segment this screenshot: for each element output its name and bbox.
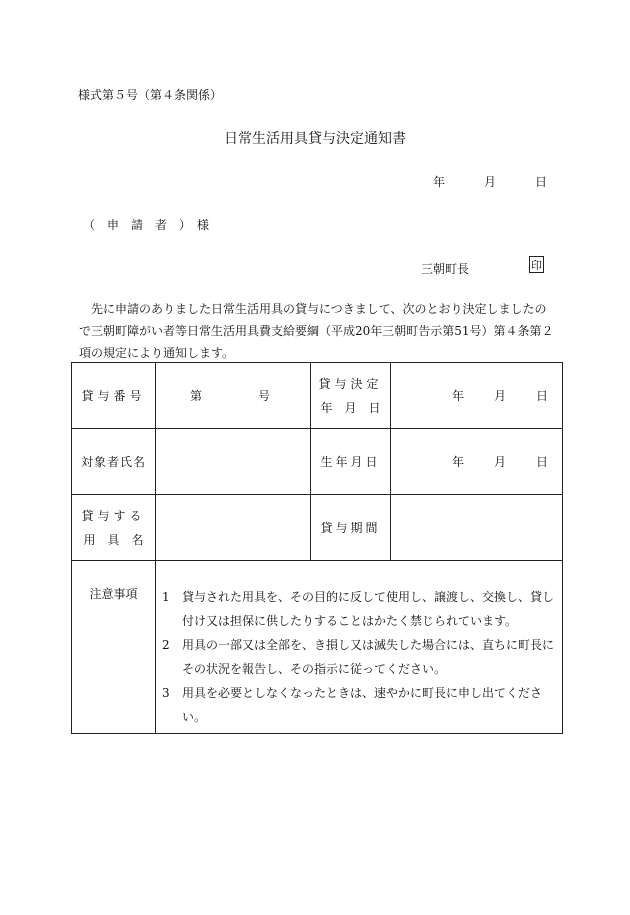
table-row: [72, 363, 563, 429]
birth-date-cell: [391, 429, 563, 495]
birth-year: 年: [451, 455, 464, 469]
loan-period-label: 貸与期間: [311, 495, 391, 561]
equipment-name-cell: [156, 495, 311, 561]
equipment-label-line2: 用 具 名: [83, 532, 144, 547]
note-item: [162, 633, 556, 681]
table-row: [72, 429, 563, 495]
notes-cell: [156, 561, 563, 734]
table-row: [72, 561, 563, 734]
note-text: 用具の一部又は全部を、き損し又は滅失した場合には、直ちに町長にその状況を報告し、その指示に従ってください。: [182, 638, 555, 676]
birth-date-label: 生年月日: [311, 429, 391, 495]
note-number: 2: [162, 638, 170, 652]
date-year: 年: [433, 175, 446, 189]
birth-day: 日: [535, 455, 548, 469]
applicant-label: （ 申 請 者 ） 様: [83, 218, 210, 232]
loan-number-suffix: 号: [257, 389, 270, 403]
form-number: 様式第５号（第４条関係）: [78, 88, 223, 102]
notes-label: 注意事項: [72, 561, 156, 734]
recipient-name-label: 対象者氏名: [72, 429, 156, 495]
note-number: 3: [162, 686, 170, 700]
decision-date-label-line1: 貸与決定: [318, 376, 383, 391]
date-day: 日: [535, 175, 548, 189]
note-number: 1: [162, 590, 170, 604]
loan-details-table: [71, 362, 563, 734]
note-text: 貸与された用具を、その目的に反して使用し、譲渡し、交換し、貸し付け又は担保に供したりすることはかたく禁じられています。: [182, 590, 555, 628]
loan-number-cell: [156, 363, 311, 429]
decision-day: 日: [535, 389, 548, 403]
table-row: [72, 495, 563, 561]
equipment-label-line1: 貸与する: [81, 508, 146, 523]
decision-date-cell: [391, 363, 563, 429]
loan-number-prefix: 第: [190, 389, 203, 403]
notice-body: [79, 298, 555, 364]
seal-stamp: 印: [529, 256, 544, 273]
decision-date-label-line2: 年 月 日: [320, 400, 381, 415]
decision-year: 年: [451, 389, 464, 403]
note-text: 用具を必要としなくなったときは、速やかに町長に申し出てください。: [182, 686, 543, 724]
equipment-name-label: [72, 495, 156, 561]
note-item: [162, 681, 556, 729]
document-title: 日常生活用具貸与決定通知書: [224, 131, 406, 147]
birth-month: 月: [493, 455, 506, 469]
note-item: [162, 585, 556, 633]
recipient-name-cell: [156, 429, 311, 495]
loan-period-cell: [391, 495, 563, 561]
mayor-name: 三朝町長: [421, 262, 470, 276]
notice-body-text: 先に申請のありました日常生活用具の貸与につきまして、次のとおり決定しましたので三朝町障がい者等日常生活用具費支給要綱（平成20年三朝町告示第51号）第４条第２項の規定により通知します。: [79, 302, 554, 360]
loan-number-label: 貸与番号: [72, 363, 156, 429]
decision-date-label: [311, 363, 391, 429]
decision-month: 月: [493, 389, 506, 403]
date-month: 月: [484, 175, 497, 189]
